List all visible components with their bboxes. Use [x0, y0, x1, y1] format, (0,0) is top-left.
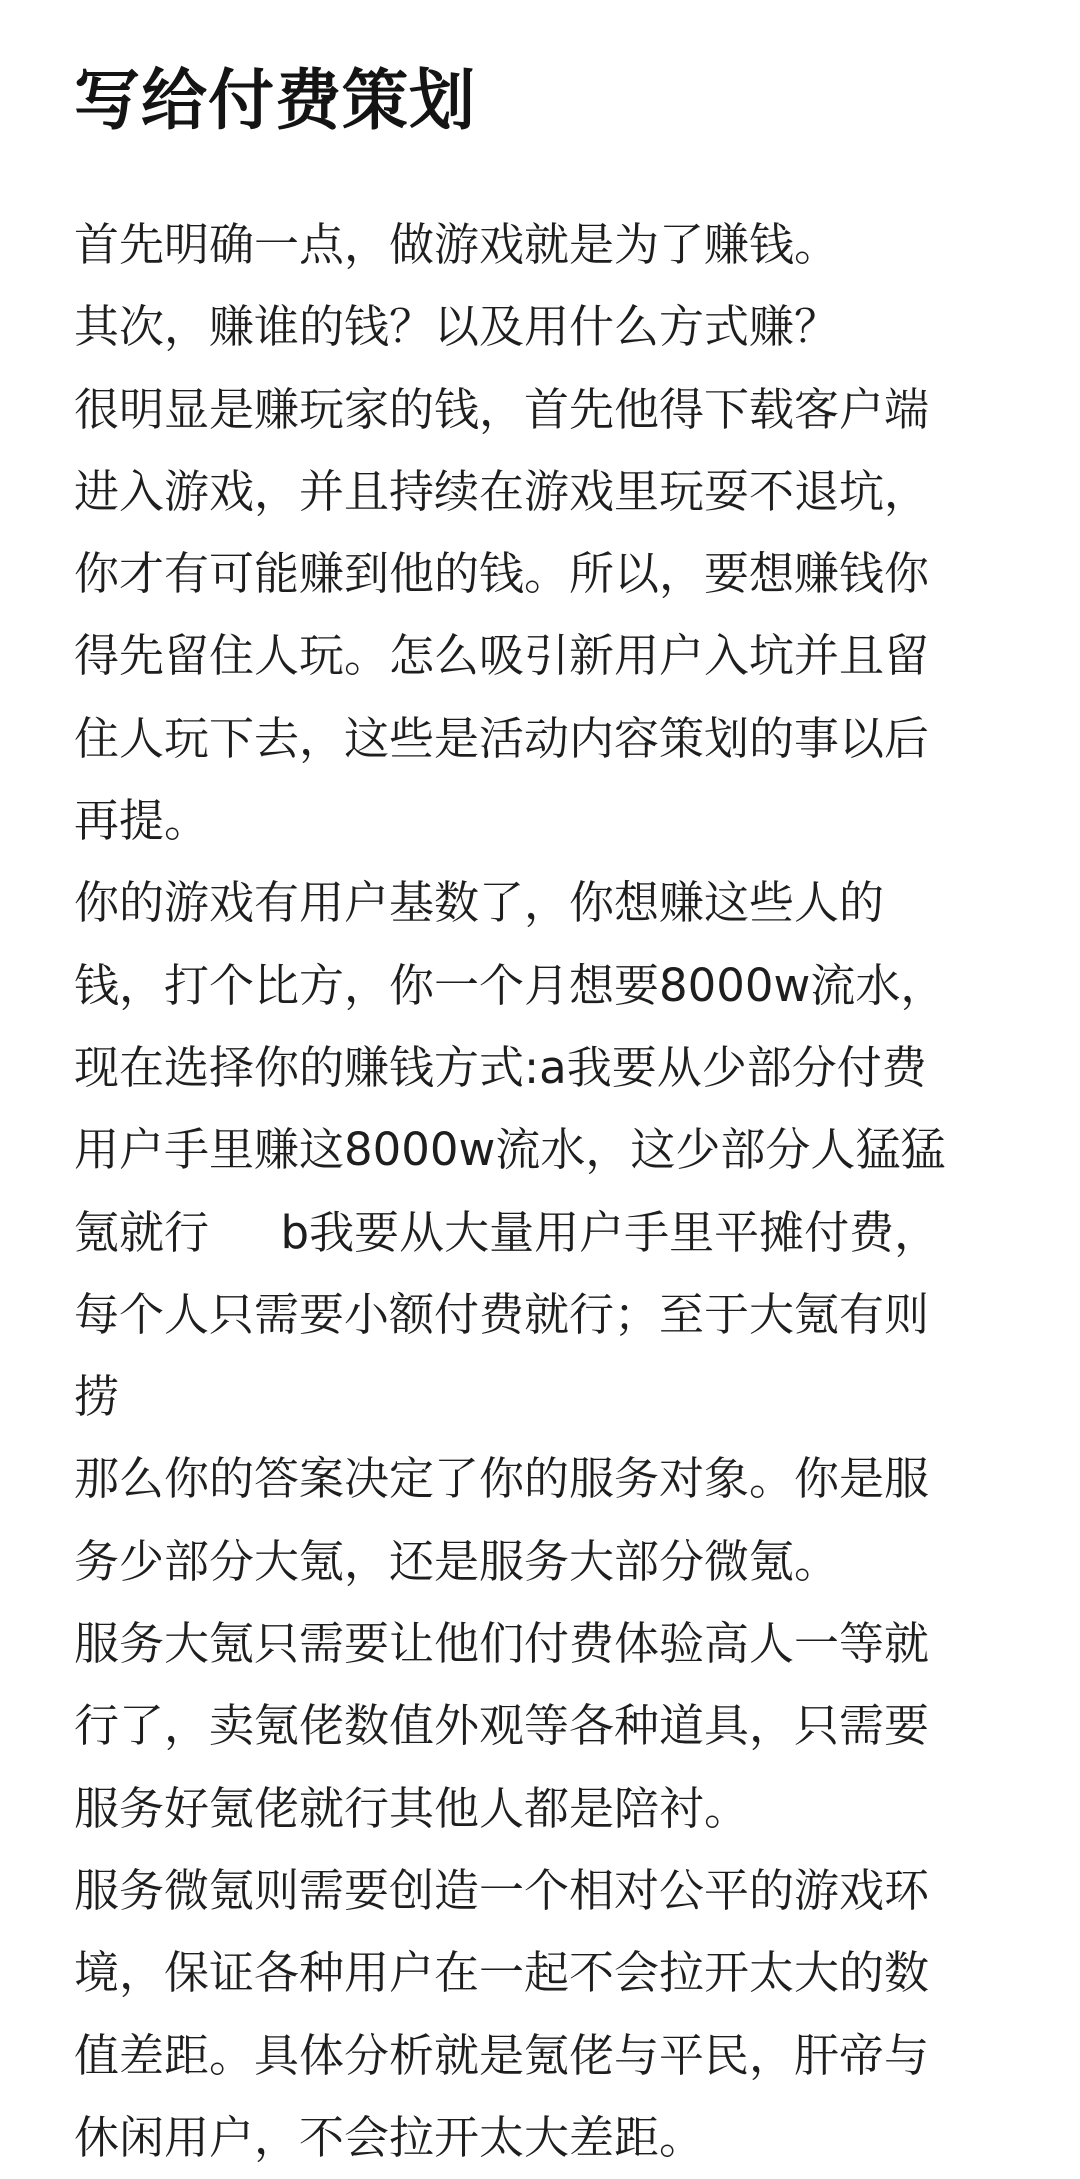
body-line-10: 钱，打个比方，你一个月想要8000w流水， — [74, 958, 946, 1012]
article-title: 写给付费策划 — [74, 62, 476, 139]
body-line-15: 捞 — [74, 1370, 120, 1424]
body-line-20: 服务好氪佬就行其他人都是陪衬。 — [74, 1781, 750, 1835]
body-line-14: 每个人只需要小额付费就行；至于大氪有则 — [74, 1287, 930, 1341]
body-line-3: 很明显是赚玩家的钱，首先他得下载客户端 — [74, 382, 930, 436]
body-line-9: 你的游戏有用户基数了，你想赚这些人的 — [74, 876, 885, 930]
body-line-7: 住人玩下去，这些是活动内容策划的事以后 — [74, 711, 930, 765]
body-line-13: 氪就行 b我要从大量用户手里平摊付费， — [74, 1205, 940, 1259]
body-line-12: 用户手里赚这8000w流水，这少部分人猛猛 — [74, 1123, 946, 1177]
body-line-24: 休闲用户，不会拉开太大差距。 — [74, 2110, 705, 2164]
body-line-4: 进入游戏，并且持续在游戏里玩耍不退坑， — [74, 464, 930, 518]
body-line-16: 那么你的答案决定了你的服务对象。你是服 — [74, 1452, 930, 1506]
body-line-23: 值差距。具体分析就是氪佬与平民，肝帝与 — [74, 2028, 930, 2082]
article-body — [74, 204, 1014, 2179]
body-line-19: 行了，卖氪佬数值外观等各种道具，只需要 — [74, 1699, 930, 1753]
body-line-2: 其次，赚谁的钱？以及用什么方式赚？ — [74, 300, 840, 354]
body-line-8: 再提。 — [74, 794, 210, 848]
body-line-11: 现在选择你的赚钱方式:a我要从少部分付费 — [74, 1040, 927, 1094]
body-line-22: 境，保证各种用户在一起不会拉开太大的数 — [74, 1946, 930, 2000]
body-line-6: 得先留住人玩。怎么吸引新用户入坑并且留 — [74, 629, 930, 683]
body-line-21: 服务微氪则需要创造一个相对公平的游戏环 — [74, 1863, 930, 1917]
body-line-5: 你才有可能赚到他的钱。所以，要想赚钱你 — [74, 547, 930, 601]
body-line-17: 务少部分大氪，还是服务大部分微氪。 — [74, 1534, 840, 1588]
body-line-1: 首先明确一点，做游戏就是为了赚钱。 — [74, 218, 840, 271]
body-line-18: 服务大氪只需要让他们付费体验高人一等就 — [74, 1617, 930, 1671]
